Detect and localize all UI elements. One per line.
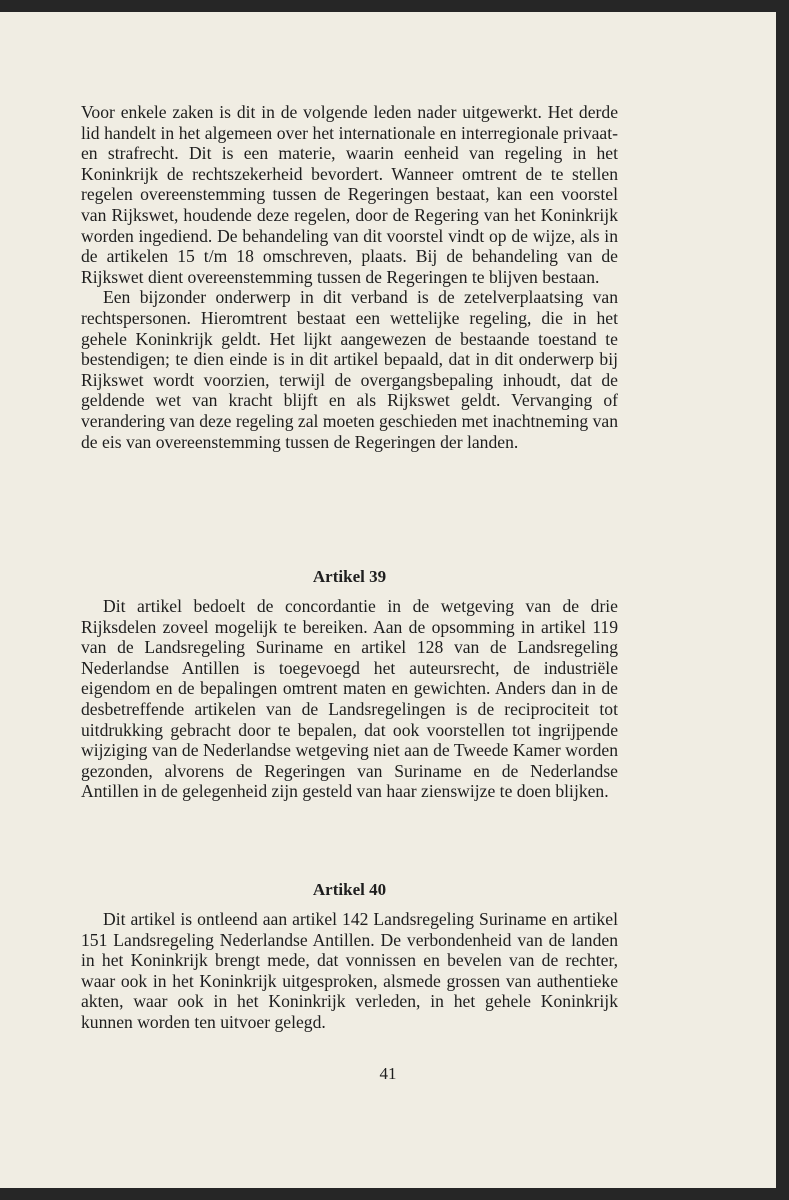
paragraph-2: Een bijzonder onderwerp in dit verband is de zetelverplaatsing van rechtspersonen. Hieromtrent bestaat een wettelijke regeling, die in het gehele Koninkrijk geldt. Het lijkt aangewezen de bestaande toestand te bestendigen; te dien einde is in dit artikel bepaald, dat in dit onderwerp bij Rijkswet wordt voorzien, terwijl de overgangsbepaling inhoudt, dat de geldende wet van kracht blijft en als Rijkswet geldt. Vervanging of verandering van deze regeling zal moeten geschieden met inachtneming van de eis van overeenstemming tussen de Regeringen der landen.	[81, 287, 618, 452]
paragraph-4: Dit artikel is ontleend aan artikel 142 Landsregeling Suriname en artikel 151 Landsregeling Nederlandse Antillen. De verbondenheid van de landen in het Koninkrijk brengt mede, dat vonnissen en bevelen van de rechter, waar ook in het Koninkrijk uitgesproken, alsmede grossen van authentieke akten, waar ook in het Koninkrijk verleden, in het gehele Koninkrijk kunnen worden ten uitvoer gelegd.	[81, 909, 618, 1032]
section-artikel-39	[81, 567, 618, 802]
heading-artikel-40: Artikel 40	[312, 880, 387, 899]
body-text-top	[81, 102, 618, 452]
heading-artikel-39: Artikel 39	[312, 567, 387, 586]
document-page	[0, 12, 776, 1188]
paragraph-1: Voor enkele zaken is dit in de volgende leden nader uitgewerkt. Het derde lid handelt in het algemeen over het internationale en interregionale privaat- en strafrecht. Dit is een materie, waarin eenheid van regeling in het Koninkrijk de rechtszekerheid bevordert. Wanneer omtrent de te stellen regelen overeenstemming tussen de Regeringen bestaat, kan een voorstel van Rijkswet, houdende deze regelen, door de Regering van het Koninkrijk worden ingediend. De behandeling van dit voorstel vindt op de wijze, als in de artikelen 15 t/m 18 omschreven, plaats. Bij de behandeling van de Rijkswet dient overeenstemming tussen de Regeringen te blijven bestaan.	[81, 102, 618, 287]
page-number: 41	[379, 1064, 397, 1083]
section-artikel-40	[81, 880, 618, 1033]
paragraph-3: Dit artikel bedoelt de concordantie in de wetgeving van de drie Rijksdelen zoveel mogelijk te bereiken. Aan de opsomming in artikel 119 van de Landsregeling Suriname en artikel 128 van de Landsregeling Nederlandse Antillen is toegevoegd het auteursrecht, de industriële eigendom en de bepalingen omtrent maten en gewichten. Anders dan in de desbetreffende artikelen van de Landsregelingen is de reciprociteit tot uitdrukking gebracht door te bepalen, dat ook voorstellen tot ingrijpende wijziging van de Nederlandse wetgeving niet aan de Tweede Kamer worden gezonden, alvorens de Regeringen van Suriname en de Nederlandse Antillen in de gelegenheid zijn gesteld van haar zienswijze te doen blijken.	[81, 596, 618, 802]
